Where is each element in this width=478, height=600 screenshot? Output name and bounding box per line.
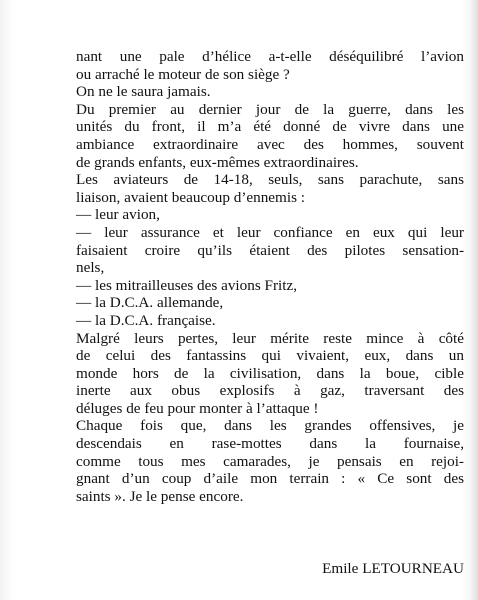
text-line: déluges de feu pour monter à l’attaque ! [76, 399, 319, 417]
author-signature: Emile LETOURNEAU [322, 560, 464, 577]
text-line: Malgré leurs pertes, leur mérite reste mince à côté [76, 329, 464, 347]
text-line: nant une pale d’hélice a-t-elle déséquilibré l’avion [76, 48, 464, 65]
body-text [76, 48, 464, 505]
text-line: — leur assurance et leur confiance en eux qui leur [76, 223, 464, 241]
text-line: — la D.C.A. française. [76, 311, 216, 329]
text-line: Chaque fois que, dans les grandes offensives, je [76, 417, 464, 435]
text-line: gnant d’un coup d’aile mon terrain : « Ce sont des [76, 470, 464, 488]
text-line: inerte aux obus explosifs à gaz, traversant des [76, 382, 464, 400]
text-line: ou arraché le moteur de son siège ? [76, 65, 290, 83]
text-line: — la D.C.A. allemande, [76, 294, 224, 312]
text-line: monde hors de la civilisation, dans la boue, cible [76, 364, 464, 382]
text-line: descendais en rase-mottes dans la fournaise, [76, 435, 464, 453]
text-line: nels, [76, 259, 105, 277]
text-line: de celui des fantassins qui vivaient, eux, dans un [76, 347, 464, 365]
text-line: ambiance extraordinaire avec des hommes, souvent [76, 135, 464, 153]
text-line: — leur avion, [76, 206, 160, 224]
text-line: Du premier au dernier jour de la guerre, dans les [76, 100, 464, 118]
text-line: liaison, avaient beaucoup d’ennemis : [76, 188, 306, 206]
text-line: faisaient croire qu’ils étaient des pilotes sensation- [76, 241, 464, 259]
text-line: Les aviateurs de 14-18, seuls, sans parachute, sans [76, 171, 464, 189]
page-edge-shadow [470, 0, 478, 600]
text-line: saints ». Je le pense encore. [76, 487, 244, 505]
text-line: de grands enfants, eux-mêmes extraordinaires. [76, 153, 359, 171]
text-line: — les mitrailleuses des avions Fritz, [76, 276, 298, 294]
text-line: On ne le saura jamais. [76, 83, 211, 101]
text-line: unités du front, il m’a été donné de vivre dans une [76, 118, 464, 136]
text-line: comme tous mes camarades, je pensais en rejoi- [76, 452, 464, 470]
